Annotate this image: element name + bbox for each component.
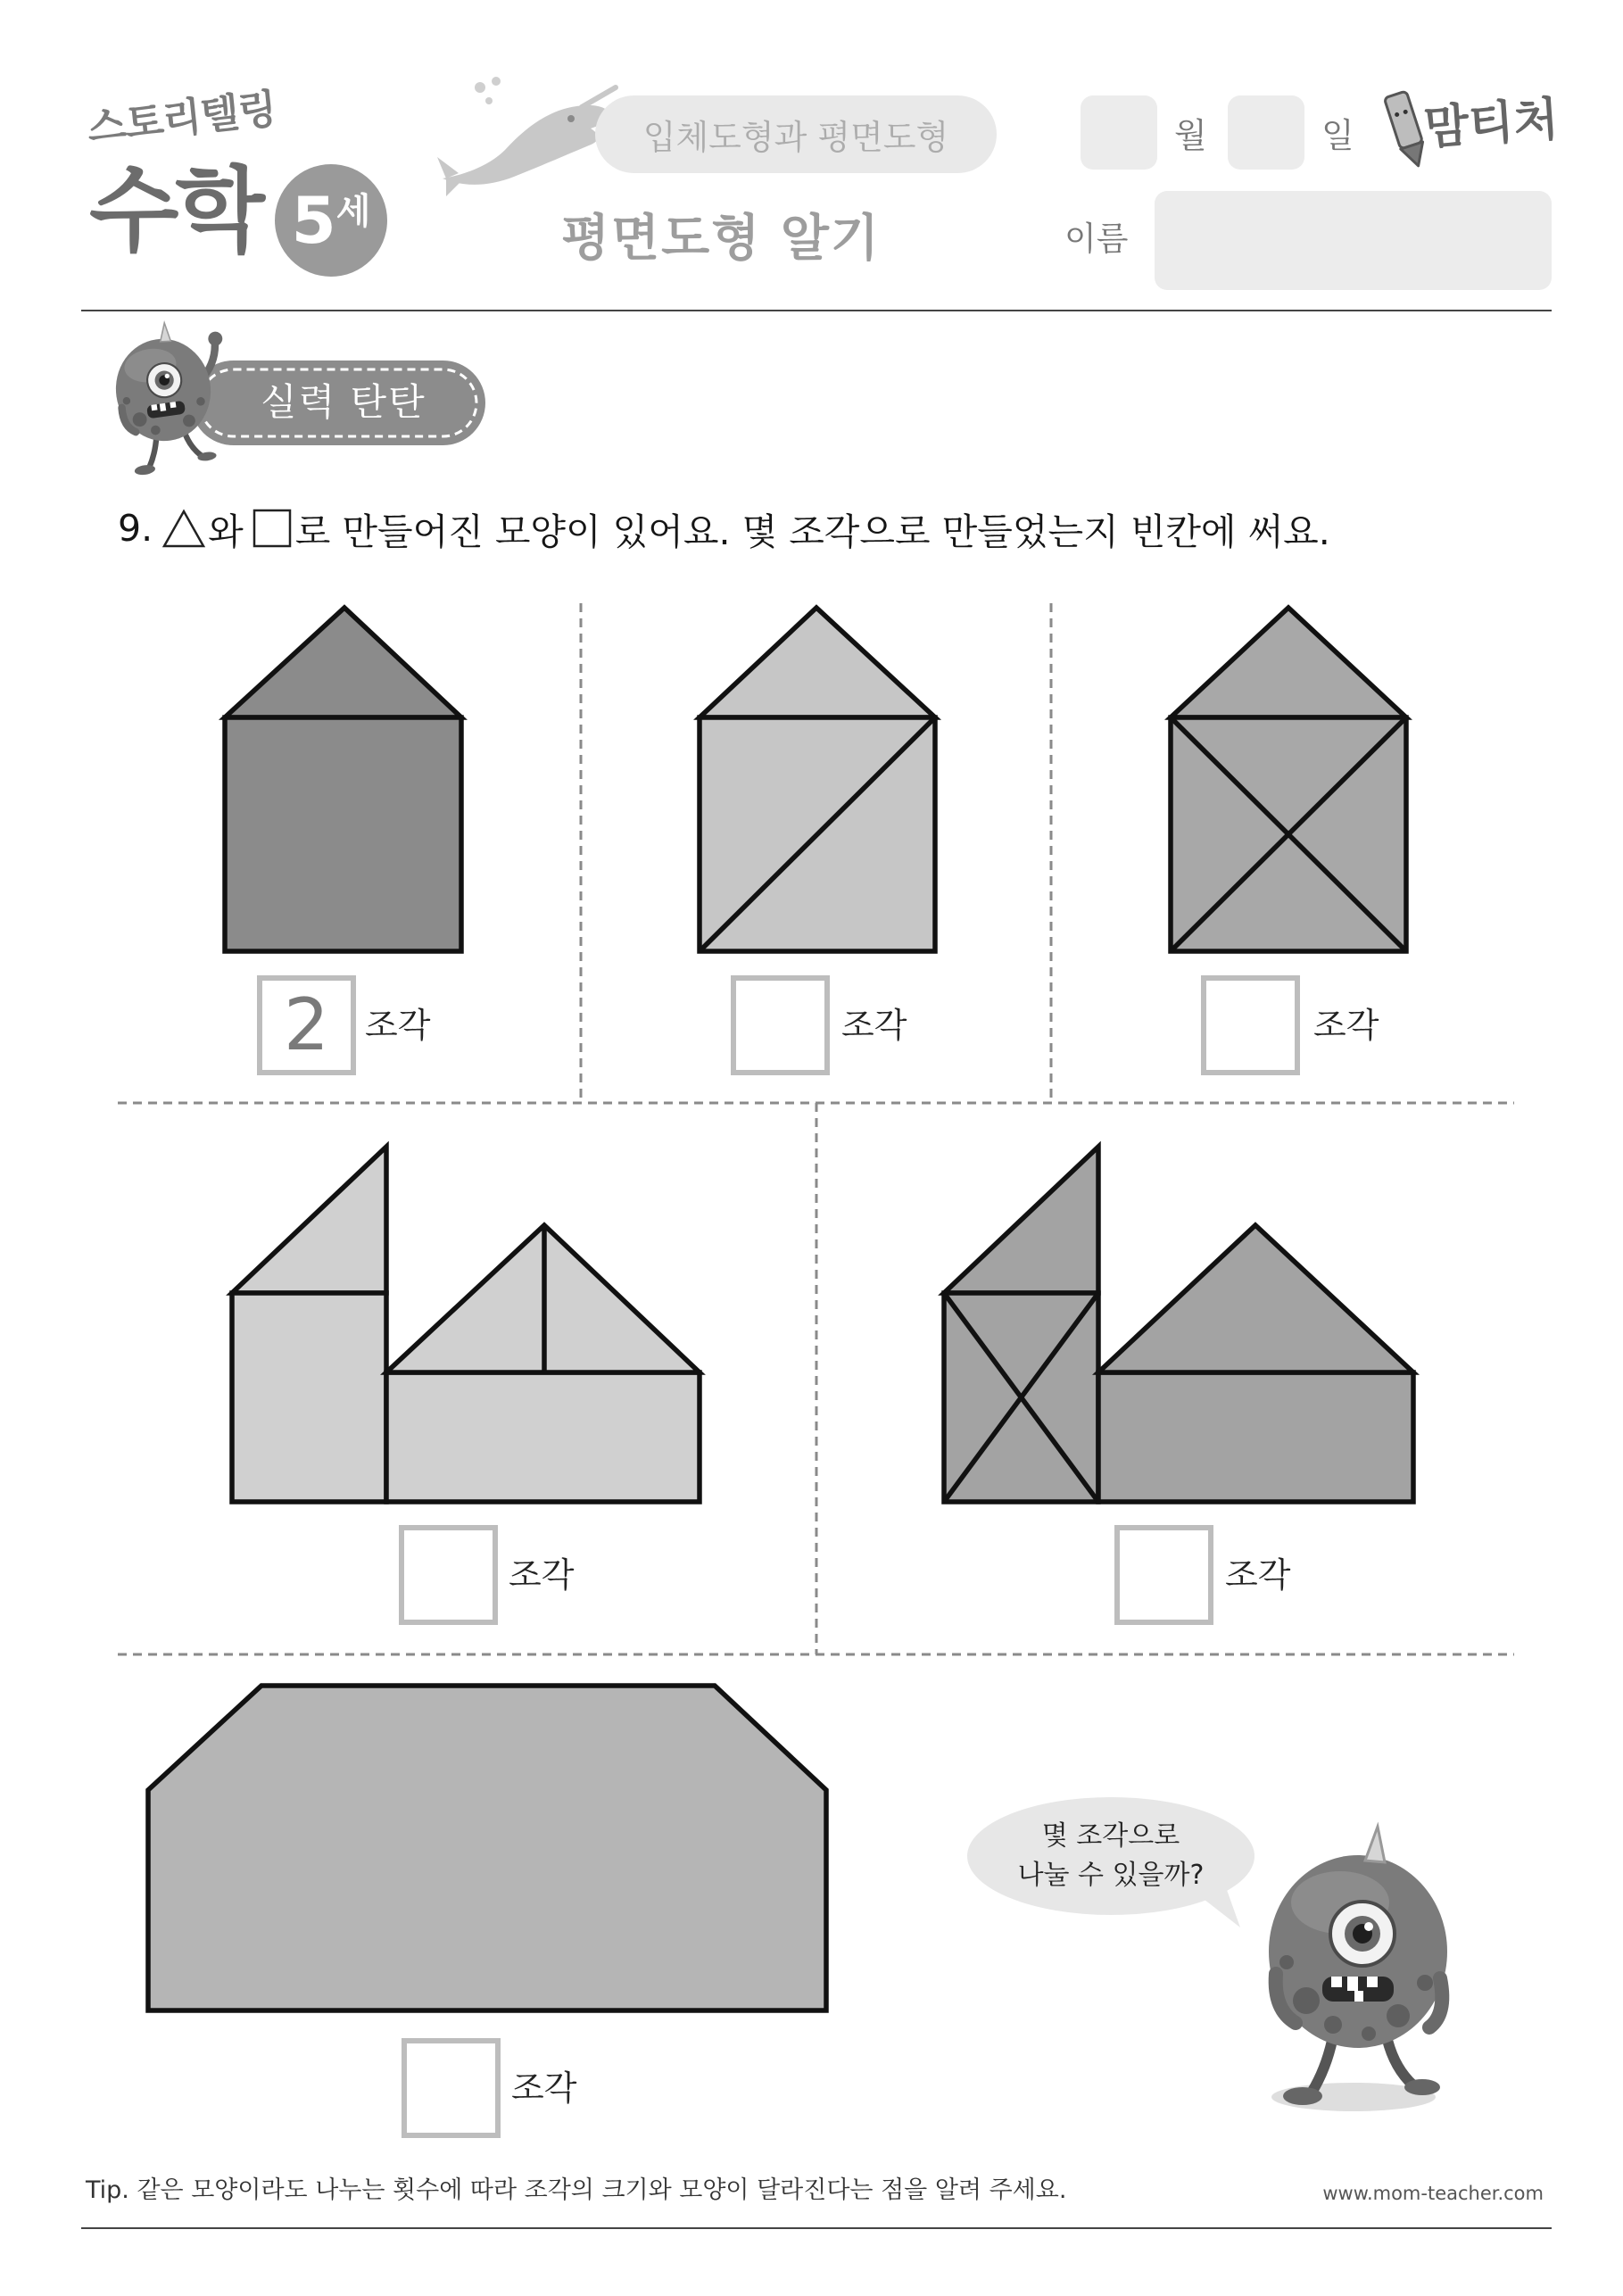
mascot-spot: [1417, 1975, 1433, 1991]
day-label: 일: [1321, 116, 1354, 155]
figure-5-right-triangle: [1098, 1225, 1413, 1372]
mascot-spot: [1279, 1955, 1294, 1969]
monster-mascot-illustration: [1269, 1827, 1447, 2105]
figure-4-left-square: [232, 1293, 386, 1502]
figure-5-buildings: [944, 1147, 1413, 1502]
figure-2-house: [700, 608, 935, 951]
mascot-tooth: [170, 402, 176, 408]
figure-2-triangle: [700, 608, 935, 717]
triangle-outline-icon: [161, 508, 206, 549]
answer-box-6: [402, 2038, 501, 2138]
mascot-tooth: [160, 403, 166, 411]
answer-box-3: [1201, 975, 1300, 1075]
age-number: 5: [291, 183, 336, 258]
age-badge: [275, 164, 387, 277]
mascot-tooth: [1331, 1977, 1342, 1987]
figure-4-right-rectangle: [386, 1372, 700, 1502]
figure-4-left-triangle: [232, 1147, 386, 1293]
website-url: www.mom-teacher.com: [1322, 2183, 1544, 2204]
answer-box-5: [1114, 1525, 1213, 1625]
question-text: [118, 503, 1330, 553]
name-box: [1155, 191, 1552, 290]
mascot-foot: [1283, 2087, 1322, 2105]
mascot-leg: [145, 436, 161, 468]
mascot-hat: [1365, 1827, 1385, 1862]
mascot-spot: [1293, 1987, 1320, 2014]
piece-unit-label: 조각: [1225, 1555, 1291, 1595]
mascot-tooth: [151, 404, 157, 410]
figure-6-hexagon: [148, 1686, 826, 2010]
answer-box-1: [257, 975, 356, 1075]
piece-unit-label: 조각: [511, 2068, 577, 2108]
speech-bubble-text: [976, 1817, 1246, 1895]
piece-unit-label: 조각: [841, 1006, 907, 1045]
piece-unit-label: 조각: [509, 1555, 575, 1595]
mascot-spot: [1387, 2004, 1410, 2027]
piece-unit-label: 조각: [1313, 1006, 1379, 1045]
figure-1-house: [225, 608, 461, 951]
figure-3-house: [1171, 608, 1406, 951]
unit-title: 입체도형과 평면도형: [642, 118, 949, 157]
question-text-part2: 로 만들어진 모양이 있어요. 몇 조각으로 만들었는지 빈칸에 써요.: [294, 510, 1330, 553]
splash-drop: [475, 82, 485, 93]
answer-box-4: [399, 1525, 498, 1625]
mascot-tooth: [1354, 1991, 1363, 2002]
splash-drop: [485, 97, 493, 104]
answer-box-2: [731, 975, 830, 1075]
piece-unit-label: 조각: [365, 1006, 431, 1045]
mascot-foot: [1404, 2079, 1440, 2095]
name-label: 이름: [1064, 220, 1129, 258]
mascot-tooth: [1347, 1977, 1358, 1991]
mascot-spot: [1362, 2027, 1376, 2041]
brand-logo-text: 맘티처: [1422, 92, 1561, 156]
section-badge-label: 실력 탄탄: [261, 380, 426, 424]
splash-drop: [492, 77, 501, 86]
mascot-eye-glint: [1364, 1922, 1373, 1931]
month-box: [1081, 95, 1157, 170]
logo-storytelling-text: 스토리텔링: [85, 84, 278, 152]
question-number: 9.: [118, 507, 153, 550]
teacher-tip: Tip. 같은 모양이라도 나누는 횟수에 따라 조각의 크기와 모양이 달라진다는 점을 알려 주세요.: [86, 2176, 1067, 2204]
mascot-spot: [1324, 2016, 1342, 2034]
mascot-leg: [1387, 2036, 1413, 2085]
age-suffix: 세: [335, 191, 371, 232]
figure-5-right-rectangle: [1098, 1372, 1413, 1502]
figure-5-left-triangle: [944, 1147, 1098, 1293]
speech-bubble-line-1: 몇 조각으로: [1041, 1820, 1180, 1852]
figure-6-shape: [148, 1686, 826, 2010]
logo-math-text: 수학: [89, 156, 261, 265]
figure-3-triangle: [1171, 608, 1406, 717]
narwhal-eye: [567, 115, 575, 122]
narwhal-body: [443, 105, 611, 185]
day-box: [1228, 95, 1304, 170]
pencil-body: [1384, 91, 1422, 149]
question-text-part1: 와: [208, 510, 244, 553]
narwhal-illustration: [437, 77, 616, 196]
mascot-hand: [207, 331, 223, 347]
answer-value: 2: [284, 983, 329, 1066]
figure-1-triangle: [225, 608, 461, 717]
speech-bubble-line-2: 나눌 수 있을까?: [1017, 1860, 1205, 1891]
figure-1-square: [225, 717, 461, 951]
lesson-title: 평면도형 알기: [560, 210, 882, 268]
month-label: 월: [1174, 116, 1207, 155]
mascot-tooth: [1367, 1977, 1378, 1987]
figure-4-buildings: [232, 1147, 700, 1502]
square-outline-icon: [253, 509, 292, 548]
